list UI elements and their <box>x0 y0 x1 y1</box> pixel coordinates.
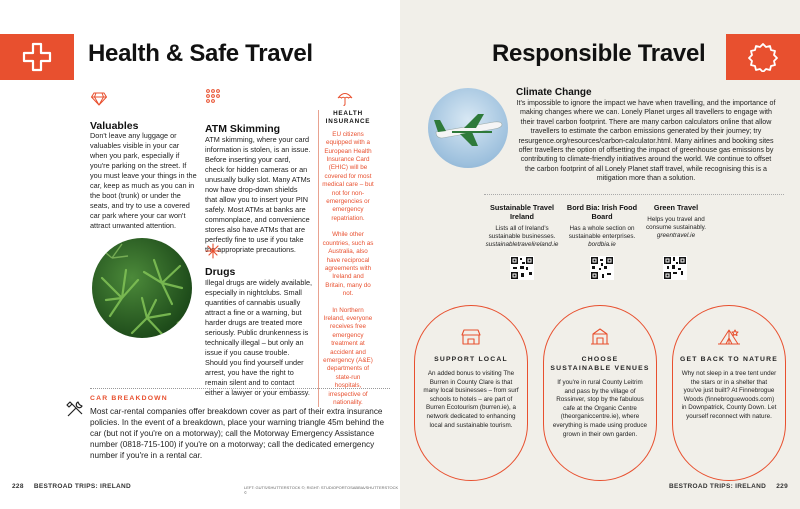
plane-photo <box>428 88 508 168</box>
page-number-left: 228 <box>12 483 24 490</box>
cannabis-photo <box>92 238 192 338</box>
resource-2-title: Bord Bia: Irish Food Board <box>566 203 638 221</box>
resource-1-desc: Lists all of Ireland's sustainable businesses. <box>488 225 556 240</box>
resource-2-desc: Has a whole section on sustainable enterprises. <box>568 225 636 240</box>
oval-1-text: An added bonus to visiting The Burren in County Clare is that many local businesses – from surf schools to hotels – are part of Burren Ecotourism (burren.ie), a network dedicated to enhancing local and sustainable tourism. <box>423 370 519 429</box>
shop-icon <box>460 328 482 346</box>
cannabis-leaf-icon <box>205 243 221 259</box>
resource-1 <box>482 203 562 249</box>
oval-3-text: Why not sleep in a tree tent under the stars or in a shelter that you've just built? At Finnebrogue Woods (finnebroguewoods.com) in Downpatrick, County Down. Let yourself reconnect with nature. <box>681 370 777 420</box>
drugs-heading: Drugs <box>205 266 236 278</box>
health-insurance-p2: While other countries, such as Australia, also have reciprocal agreements with Ireland and Britain, many do not. <box>322 231 374 298</box>
car-breakdown-heading: CAR BREAKDOWN <box>90 395 168 402</box>
atm-heading: ATM Skimming <box>205 123 281 135</box>
oval-3-title: GET BACK TO NATURE <box>679 356 778 363</box>
page-number-right: 229 <box>776 483 788 490</box>
oval-2-title: CHOOSE SUSTAINABLE VENUES <box>550 356 650 372</box>
divider <box>484 194 784 195</box>
valuables-heading: Valuables <box>90 120 139 132</box>
atm-text: ATM skimming, where your card information is stolen, is an issue. Before inserting your card, check for hidden cameras or an unusually bulky slot. Many ATMs now have drop-down shields that allow you to insert your PIN safely. Most ATMs at banks are commonplace, and convenience stores also have ATMs that are perfectly fine to use if you take the appropriate precautions. <box>205 135 311 254</box>
valuables-text: Don't leave any luggage or valuables visible in your car when you park, especially if you're parking on the street. If you must leave your things in the car, keep as much as you can in the boot (trunk) or under the seats, and try to use a covered car park where your car won't attract unwanted attention. <box>90 131 197 230</box>
car-breakdown-box <box>90 388 390 461</box>
drugs-text: Illegal drugs are widely available, especially in nightclubs. Small quantities of cannabis usually attract a fine or a warning, but harder drugs are treated more seriously. Public drunkenness is technically illegal – but only an issue if you cause trouble. Should you find yourself under arrest, you have the right to remain silent and to contact either a lawyer or your embassy. <box>205 278 313 397</box>
folio-right <box>669 483 788 490</box>
climate-text: It's impossible to ignore the impact we have when travelling, and the importance of making changes where we can. Lonely Planet urges all travellers to engage with their travel carbon footprint. There are many carbon calculators online that allow travellers to estimate the carbon emissions generated by their journey; try resurgence.org/resources/carbon-calculator.html. Many airlines and booking sites offer travellers the option of offsetting the impact of greenhouse gas emissions by contributing to climate-friendly initiatives around the world. We continue to offset the carbon footprint of all Lonely Planet staff travel, while recognising this is a mitigation more than a solution. <box>516 99 776 183</box>
wrench-icon <box>66 400 84 418</box>
diamond-icon <box>91 92 107 106</box>
umbrella-icon <box>337 90 353 106</box>
resource-3 <box>636 203 716 240</box>
qr-code-2[interactable] <box>590 256 614 280</box>
page-title: Health & Safe Travel <box>88 40 313 67</box>
book-title-left: BESTROAD TRIPS: IRELAND <box>33 483 132 490</box>
folio-left <box>12 483 131 490</box>
book-title-right: BESTROAD TRIPS: IRELAND <box>668 483 767 490</box>
right-page <box>400 0 800 509</box>
keypad-icon <box>205 88 221 104</box>
resource-3-title: Green Travel <box>653 203 699 212</box>
oval-support-local <box>414 305 528 481</box>
page-title: Responsible Travel <box>492 40 706 67</box>
health-insurance-sidebar <box>318 110 374 407</box>
oval-2-text: If you're in rural County Leitrim and pass by the village of Rossinver, stop by the fabulous cafe at the Organic Centre (theorganiccentre.ie), where everything is made using produce grown in their own garden. <box>552 379 648 438</box>
health-insurance-p3: In Northern Ireland, everyone receives free emergency treatment at accident and emergency (A&E) departments of state-run hospitals, irrespective of nationality. <box>323 306 373 406</box>
climate-heading: Climate Change <box>516 87 592 98</box>
resource-1-url[interactable]: sustainabletravelireland.ie <box>485 241 559 248</box>
tent-icon <box>717 328 741 346</box>
resource-1-title: Sustainable Travel Ireland <box>489 203 555 221</box>
health-insurance-heading: HEALTH INSURANCE <box>325 110 371 126</box>
car-breakdown-text: Most car-rental companies offer breakdown cover as part of their extra insurance policies. In the event of a breakdown, place your warning triangle 45m behind the car (but not if you're on a motorway); call the Motorway Emergency Assistance number (0818-715-100) if you're on a motorway; call the dedicated emergency number if you're in a rental car. <box>90 407 385 460</box>
oval-back-to-nature <box>672 305 786 481</box>
building-icon <box>589 328 611 346</box>
cross-icon <box>22 42 52 72</box>
oval-1-title: SUPPORT LOCAL <box>434 356 508 363</box>
oval-choose-venues <box>543 305 657 481</box>
header-accent-bar <box>726 34 800 80</box>
qr-code-3[interactable] <box>663 256 687 280</box>
resource-3-url[interactable]: greentravel.ie <box>656 232 696 239</box>
resource-2 <box>562 203 642 249</box>
photo-credit: LEFT: GUTS/SHUTTERSTOCK ©; RIGHT: STUDIOPORTOSABBIA/SHUTTERSTOCK © <box>244 485 399 495</box>
header-accent-bar <box>0 34 74 80</box>
resource-2-url[interactable]: bordbia.ie <box>588 241 616 248</box>
resource-3-desc: Helps you travel and consume sustainably. <box>645 216 707 231</box>
badge-icon <box>748 42 778 72</box>
health-insurance-p1: EU citizens equipped with a European Health Insurance Card (EHIC) will be covered for most medical care – but not for non-emergencies or emergency repatriation. <box>322 130 374 222</box>
qr-code-1[interactable] <box>510 256 534 280</box>
